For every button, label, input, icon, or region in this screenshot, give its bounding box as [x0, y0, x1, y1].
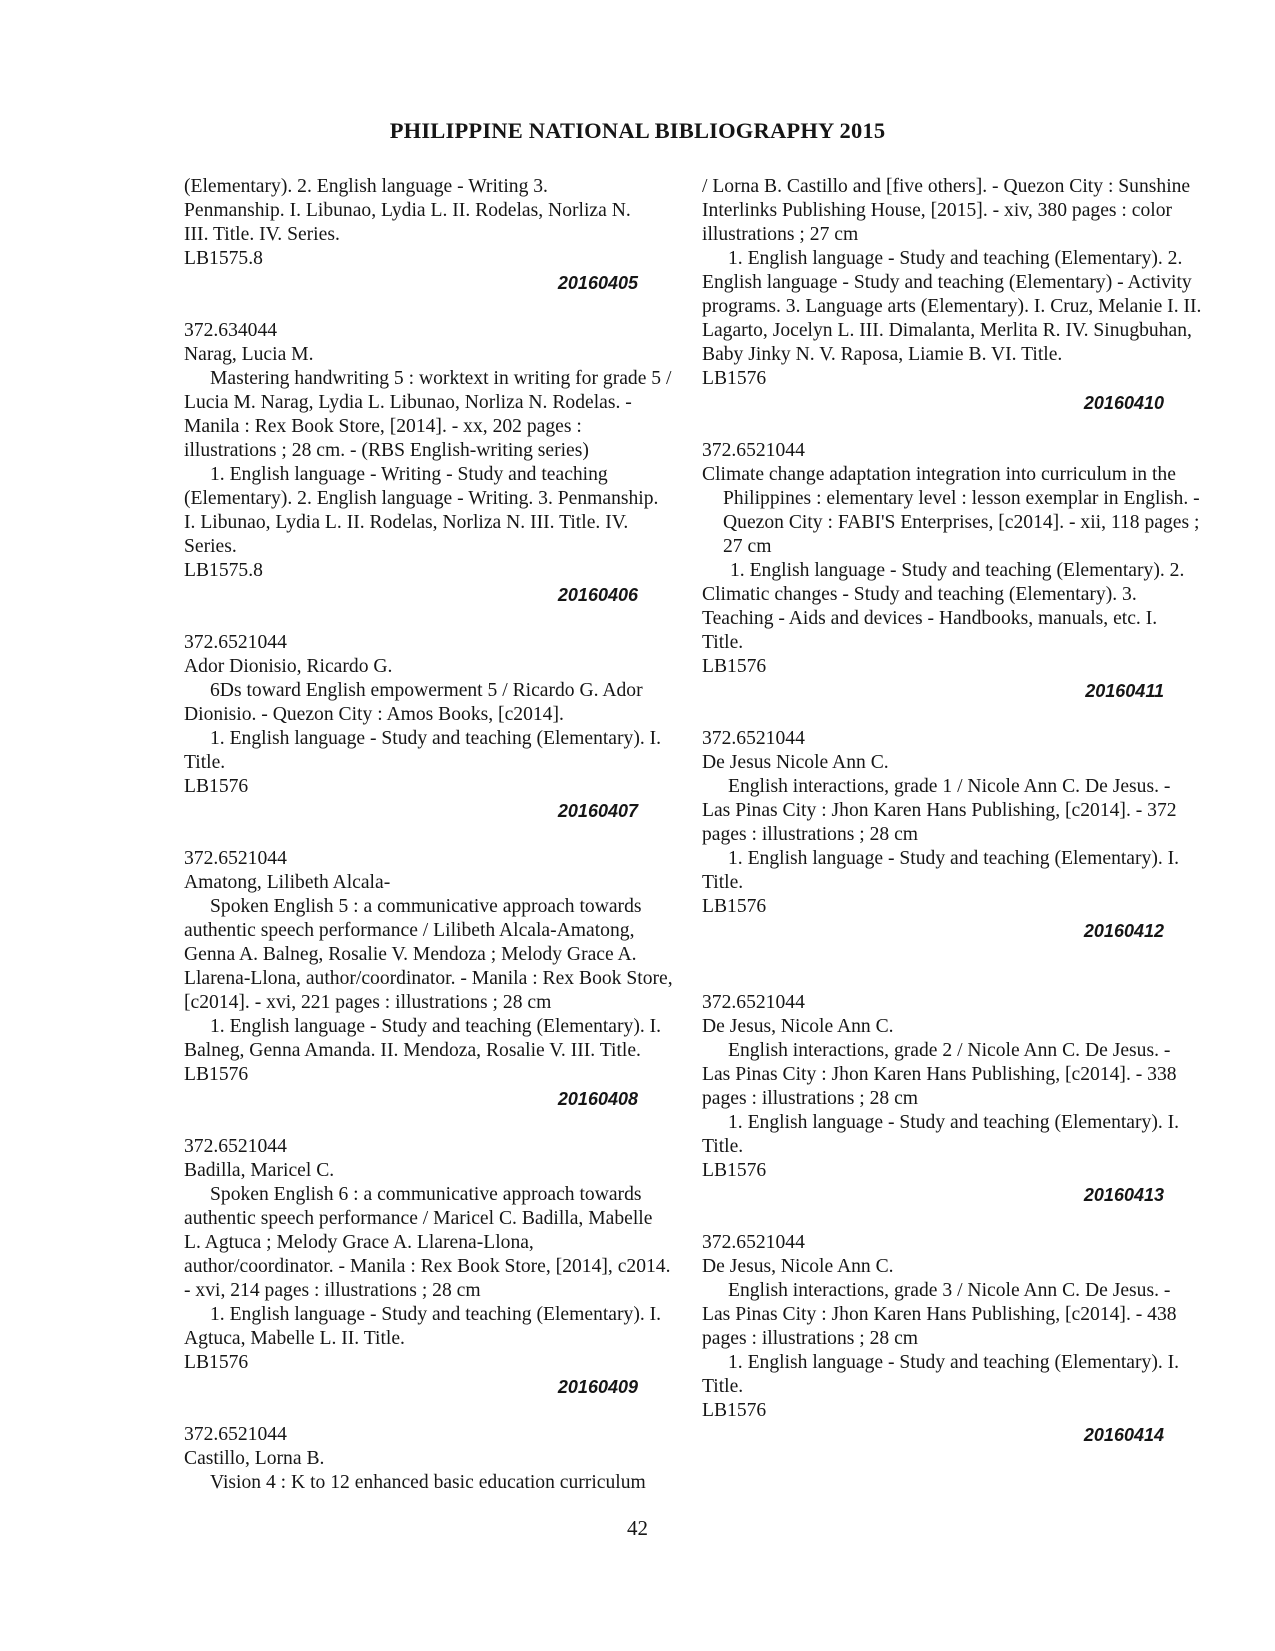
entry-line: De Jesus Nicole Ann C.	[702, 752, 889, 773]
entry-line: Castillo, Lorna B.	[184, 1448, 325, 1469]
entry-paragraph: Spoken English 6 : a communicative approach towards authentic speech performance / Maricel C. Badilla, Mabelle L. Agtuca ; Melody Grace A. Llarena-Llona, author/coordinator. - Manila : Rex Book Store, [2014], c2014. - xvi, 214 pages : illustrations ; 28 cm	[184, 1184, 671, 1301]
spacer	[702, 703, 1202, 727]
spacer	[184, 607, 674, 631]
page-number: 42	[627, 1516, 648, 1540]
entry-paragraph: 6Ds toward English empowerment 5 / Ricardo G. Ador Dionisio. - Quezon City : Amos Books, [c2014].	[184, 680, 643, 725]
entry-line: Penmanship. I. Libunao, Lydia L. II. Rodelas, Norliza N.	[184, 200, 631, 221]
entry-paragraph: 1. English language - Study and teaching (Elementary). 2. English language - Study and teaching (Elementary) - Activity programs. 3. Language arts (Elementary). I. Cruz, Melanie I. II. Lagarto, Jocelyn L. III. Dimalanta, Merlita R. IV. Sinugbuhan, Baby Jinky N. V. Raposa, Liamie B. VI. Title.	[702, 248, 1202, 365]
control-number: 20160413	[1083, 1185, 1164, 1205]
entry-line: LB1576	[184, 1064, 249, 1085]
control-number: 20160405	[557, 273, 638, 293]
entry-paragraph: Vision 4 : K to 12 enhanced basic education curriculum	[210, 1472, 646, 1493]
entry-paragraph: 1. English language - Study and teaching (Elementary). I. Agtuca, Mabelle L. II. Title.	[184, 1304, 662, 1349]
entry-line: 372.6521044	[702, 992, 805, 1013]
spacer	[702, 415, 1202, 439]
spacer	[702, 1207, 1202, 1231]
entry-paragraph: Mastering handwriting 5 : worktext in writing for grade 5 / Lucia M. Narag, Lydia L. Libunao, Norliza N. Rodelas. - Manila : Rex Book Store, [2014]. - xx, 202 pages : illustrations ; 28 cm. - (RBS English-writing series)	[184, 368, 672, 461]
right-column	[702, 175, 1202, 1447]
page-title: PHILIPPINE NATIONAL BIBLIOGRAPHY 2015	[389, 118, 886, 143]
spacer	[184, 823, 674, 847]
entry-line: 372.6521044	[184, 1424, 287, 1445]
control-number: 20160409	[557, 1377, 638, 1397]
entry-line: Amatong, Lilibeth Alcala-	[184, 872, 391, 893]
entry-line: LB1576	[702, 1160, 767, 1181]
entry-line: LB1576	[702, 1400, 767, 1421]
entry-line: Badilla, Maricel C.	[184, 1160, 335, 1181]
entry-paragraph: English interactions, grade 2 / Nicole Ann C. De Jesus. - Las Pinas City : Jhon Karen Hans Publishing, [c2014]. - 338 pages : illustrations ; 28 cm	[702, 1040, 1177, 1109]
entry-line: Ador Dionisio, Ricardo G.	[184, 656, 393, 677]
entry-line: LB1575.8	[184, 248, 263, 269]
entry-line: LB1575.8	[184, 560, 263, 581]
spacer	[184, 1399, 674, 1423]
control-number: 20160414	[1083, 1425, 1164, 1445]
entry-paragraph: 1. English language - Study and teaching (Elementary). I. Title.	[702, 848, 1180, 893]
spacer	[184, 295, 674, 319]
entry-paragraph: English interactions, grade 3 / Nicole Ann C. De Jesus. - Las Pinas City : Jhon Karen Hans Publishing, [c2014]. - 438 pages : illustrations ; 28 cm	[702, 1280, 1177, 1349]
control-number: 20160406	[557, 585, 638, 605]
entry-line: 372.6521044	[702, 440, 805, 461]
entry-line: 372.6521044	[184, 632, 287, 653]
spacer	[184, 1111, 674, 1135]
entry-line: De Jesus, Nicole Ann C.	[702, 1016, 894, 1037]
entry-line: / Lorna B. Castillo and [five others]. - Quezon City : Sunshine Interlinks Publishing House, [2015]. - xiv, 380 pages : color illustrations ; 27 cm	[702, 176, 1191, 245]
entry-subjects: 1. English language - Study and teaching (Elementary). 2. Climatic changes - Study and teaching (Elementary). 3. Teaching - Aids and devices - Handbooks, manuals, etc. I. Title.	[702, 560, 1185, 653]
entry-paragraph: 1. English language - Study and teaching (Elementary). I. Title.	[184, 728, 662, 773]
entry-line: 372.6521044	[702, 728, 805, 749]
entry-line: De Jesus, Nicole Ann C.	[702, 1256, 894, 1277]
control-number: 20160412	[1083, 921, 1164, 941]
entry-line: (Elementary). 2. English language - Writing 3.	[184, 176, 548, 197]
entry-line: LB1576	[184, 776, 249, 797]
entry-title: Climate change adaptation integration into curriculum in the Philippines : elementary level : lesson exemplar in English. - Quezon City : FABI'S Enterprises, [c2014]. - xii, 118 pages ; 27 cm	[702, 464, 1200, 557]
entry-paragraph: 1. English language - Writing - Study and teaching (Elementary). 2. English language - Writing. 3. Penmanship. I. Libunao, Lydia L. II. Rodelas, Norliza N. III. Title. IV. Series.	[184, 464, 659, 557]
control-number: 20160411	[1085, 681, 1164, 701]
entry-line: Narag, Lucia M.	[184, 344, 314, 365]
entry-paragraph: Spoken English 5 : a communicative approach towards authentic speech performance / Lilibeth Alcala-Amatong, Genna A. Balneg, Rosalie V. Mendoza ; Melody Grace A. Llarena-Llona, author/coordinator. - Manila : Rex Book Store, [c2014]. - xvi, 221 pages : illustrations ; 28 cm	[184, 896, 673, 1013]
control-number: 20160408	[557, 1089, 638, 1109]
control-number: 20160407	[557, 801, 638, 821]
entry-line: 372.6521044	[184, 848, 287, 869]
entry-line: III. Title. IV. Series.	[184, 224, 340, 245]
entry-paragraph: 1. English language - Study and teaching (Elementary). I. Balneg, Genna Amanda. II. Mendoza, Rosalie V. III. Title.	[184, 1016, 662, 1061]
entry-paragraph: 1. English language - Study and teaching (Elementary). I. Title.	[702, 1352, 1180, 1397]
entry-line: 372.634044	[184, 320, 278, 341]
control-number: 20160410	[1083, 393, 1164, 413]
entry-line: LB1576	[184, 1352, 249, 1373]
entry-line: LB1576	[702, 896, 767, 917]
entry-line: 372.6521044	[184, 1136, 287, 1157]
entry-paragraph: 1. English language - Study and teaching (Elementary). I. Title.	[702, 1112, 1180, 1157]
left-column	[184, 175, 674, 1495]
spacer	[702, 943, 1202, 991]
entry-line: LB1576	[702, 368, 767, 389]
entry-line: LB1576	[702, 656, 767, 677]
entry-line: 372.6521044	[702, 1232, 805, 1253]
entry-paragraph: English interactions, grade 1 / Nicole Ann C. De Jesus. - Las Pinas City : Jhon Karen Hans Publishing, [c2014]. - 372 pages : illustrations ; 28 cm	[702, 776, 1177, 845]
